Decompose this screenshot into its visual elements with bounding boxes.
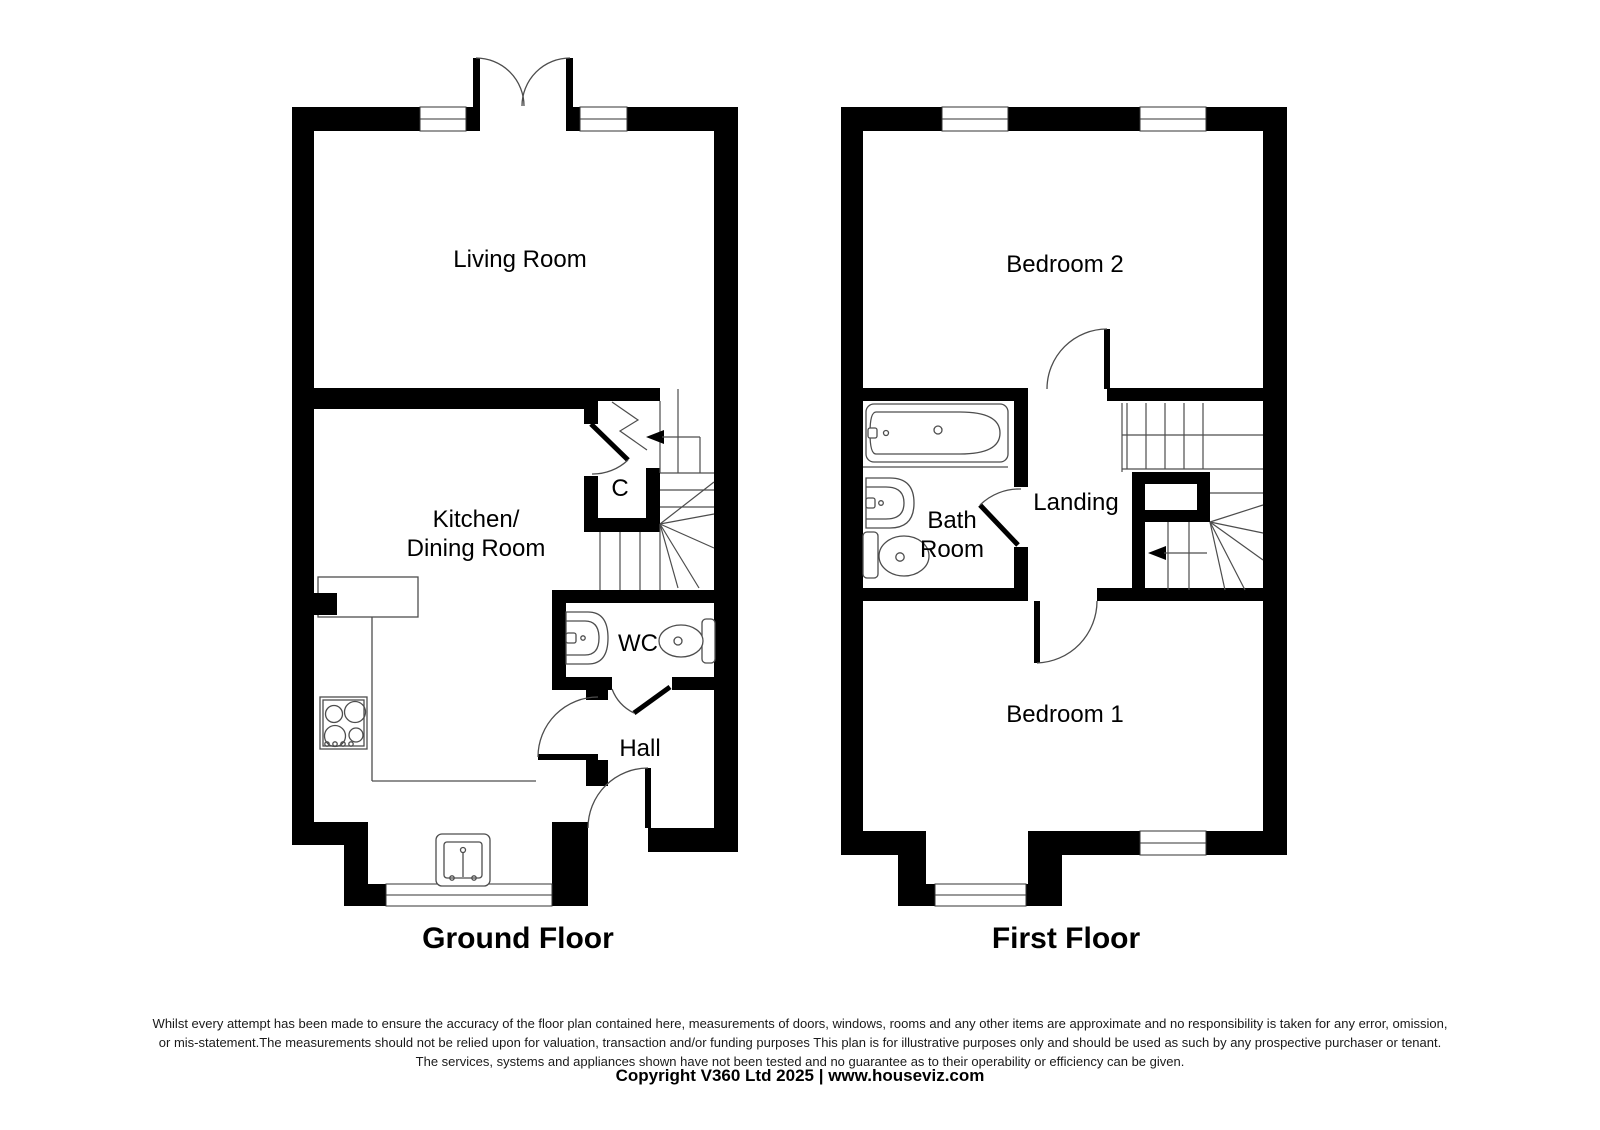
wall-segment xyxy=(841,107,863,855)
bay-window xyxy=(935,884,1026,906)
hall-label: Hall xyxy=(619,735,661,762)
first-floor-plan xyxy=(841,107,1287,955)
wall-segment xyxy=(572,107,580,131)
gf-doors xyxy=(473,58,670,828)
bedroom2-label: Bedroom 2 xyxy=(1006,251,1124,278)
wall-segment xyxy=(1008,107,1140,131)
wall-segment xyxy=(646,468,660,532)
wall-segment xyxy=(1014,547,1028,595)
landing-label: Landing xyxy=(1033,489,1119,516)
wall-segment xyxy=(1107,388,1263,401)
wall-segment xyxy=(466,107,474,131)
ground-floor-title: Ground Floor xyxy=(422,922,614,955)
wall-segment xyxy=(552,677,612,690)
wall-segment xyxy=(292,822,368,845)
wall-segment xyxy=(292,107,314,845)
wall-segment xyxy=(552,590,566,690)
wall-segment xyxy=(552,822,588,906)
wall-segment xyxy=(586,690,608,700)
cupboard-label: C xyxy=(611,475,629,502)
wall-segment xyxy=(863,388,1028,401)
wall-segment xyxy=(1062,831,1140,855)
bathroom-label-line2: Room xyxy=(919,536,985,563)
kitchen-label-line2: Dining Room xyxy=(406,535,546,562)
hob-icon xyxy=(320,697,367,749)
wall-segment xyxy=(841,831,898,855)
wc-sink-icon xyxy=(566,612,608,664)
stair-break-line xyxy=(612,402,647,450)
window xyxy=(942,107,1008,131)
window xyxy=(580,107,627,131)
wc-label: WC xyxy=(618,630,658,657)
first-floor-title: First Floor xyxy=(991,922,1141,955)
wall-segment xyxy=(1197,472,1210,522)
wall-segment xyxy=(1097,588,1263,601)
kitchen-counter xyxy=(314,577,536,781)
bathroom-label-line1: Bath xyxy=(927,507,977,534)
cupboard-door xyxy=(591,424,628,474)
bath-sink-icon xyxy=(866,478,914,528)
wall-segment xyxy=(714,107,738,852)
bedroom2-door xyxy=(1047,329,1107,389)
bay-window xyxy=(386,884,552,906)
wall-segment xyxy=(586,388,660,401)
wall-segment xyxy=(1132,510,1145,597)
ground-floor-plan xyxy=(292,58,738,955)
wc-door xyxy=(612,687,670,713)
wall-segment xyxy=(314,388,586,409)
window xyxy=(420,107,466,131)
french-door xyxy=(473,58,573,131)
wall-segment xyxy=(558,590,714,603)
disclaimer-line-1: Whilst every attempt has been made to ensure the accuracy of the floor plan contained here, measurements of doors, windows, rooms and any other items are approximate and no responsibility is taken for any error, omission, xyxy=(152,1016,1448,1031)
bathtub-icon xyxy=(863,404,1008,467)
wall-segment xyxy=(586,760,608,786)
stair-direction-arrow xyxy=(646,430,700,444)
kitchen-sink-icon xyxy=(436,834,490,886)
wall-segment xyxy=(648,828,738,852)
wall-segment xyxy=(292,107,420,131)
wall-segment xyxy=(1014,388,1028,487)
window xyxy=(1140,107,1206,131)
wall-segment xyxy=(672,677,714,690)
wall-segment xyxy=(584,401,598,424)
wall-segment xyxy=(1263,107,1287,855)
wall-segment xyxy=(1206,831,1287,855)
kitchen-hall-door xyxy=(538,697,598,757)
bedroom1-label: Bedroom 1 xyxy=(1006,701,1124,728)
wall-segment xyxy=(841,107,942,131)
bathroom-door xyxy=(980,489,1021,545)
copyright-text: Copyright V360 Ltd 2025 | www.houseviz.com xyxy=(615,1066,985,1085)
living-room-label: Living Room xyxy=(453,246,587,273)
disclaimer-line-2: or mis-statement.The measurements should not be relied upon for valuation, transaction and/or funding purposes This plan is for illustrative purposes only and should be used as such by any prospective purchaser or tenant. xyxy=(158,1035,1442,1050)
wc-toilet-icon xyxy=(659,619,715,663)
kitchen-label-line1: Kitchen/ xyxy=(432,506,520,533)
wall-segment xyxy=(863,588,1028,601)
window xyxy=(1140,831,1206,855)
wall-segment xyxy=(344,884,386,906)
stair-direction-arrow xyxy=(1148,546,1207,560)
disclaimer-line-3: The services, systems and appliances shown have not been tested and no guarantee as to their operability or efficiency can be given. xyxy=(415,1054,1185,1069)
bedroom1-door xyxy=(1037,601,1097,663)
